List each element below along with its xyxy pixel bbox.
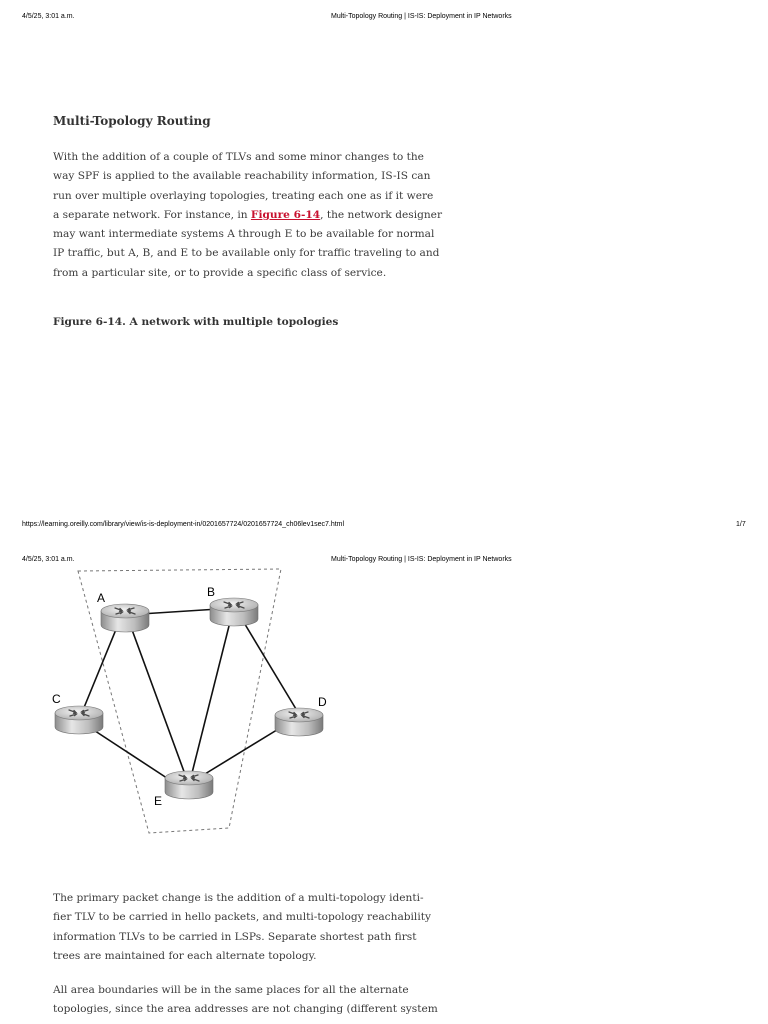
router-label-d: D bbox=[318, 695, 327, 709]
network-topology-diagram bbox=[40, 565, 340, 840]
text-line: With the addition of a couple of TLVs and some minor changes to the bbox=[53, 151, 424, 163]
router-c-icon bbox=[55, 706, 103, 734]
figure-caption: Figure 6-14. A network with multiple topologies bbox=[53, 316, 339, 328]
header-datetime: 4/5/25, 3:01 a.m. bbox=[22, 13, 75, 20]
text-line: trees are maintained for each alternate topology. bbox=[53, 949, 317, 962]
network-links bbox=[83, 608, 296, 784]
header-title: Multi-Topology Routing | IS-IS: Deployment in IP Networks bbox=[331, 556, 512, 563]
router-e-icon bbox=[165, 771, 213, 799]
text-line: IP traffic, but A, B, and E to be available only for traffic traveling to and bbox=[53, 247, 440, 260]
router-d-icon bbox=[275, 708, 323, 736]
router-label-b: B bbox=[207, 585, 216, 599]
figure-6-14-link[interactable]: Figure 6-14 bbox=[250, 208, 321, 221]
text-line: information TLVs to be carried in LSPs. Separate shortest path first bbox=[53, 930, 417, 943]
header-datetime: 4/5/25, 3:01 a.m. bbox=[22, 556, 75, 563]
text-line: All area boundaries will be in the same places for all the alternate bbox=[53, 984, 409, 996]
router-a-icon bbox=[101, 604, 149, 632]
text-line: The primary packet change is the addition of a multi-topology identi- bbox=[53, 892, 424, 904]
text-fragment: a separate network. For instance, in bbox=[53, 208, 251, 221]
router-b-icon bbox=[210, 598, 258, 626]
text-line: run over multiple overlaying topologies, treating each one as if it were bbox=[53, 189, 434, 202]
area-boundaries-paragraph bbox=[53, 981, 438, 1020]
text-line: topologies, since the area addresses are not changing (different system bbox=[53, 1003, 438, 1016]
text-line bbox=[53, 206, 443, 225]
text-line: may want intermediate systems A through E to be available for normal bbox=[53, 228, 435, 241]
header-title: Multi-Topology Routing | IS-IS: Deployment in IP Networks bbox=[331, 13, 512, 20]
router-label-c: C bbox=[52, 692, 61, 706]
intro-paragraph bbox=[53, 148, 443, 283]
packet-change-paragraph bbox=[53, 889, 431, 966]
text-line: fier TLV to be carried in hello packets, and multi-topology reachability bbox=[53, 911, 431, 924]
section-title: Multi-Topology Routing bbox=[53, 114, 211, 128]
router-label-a: A bbox=[97, 591, 106, 605]
text-line: from a particular site, or to provide a specific class of service. bbox=[53, 266, 387, 279]
text-line: way SPF is applied to the available reachability information, IS-IS can bbox=[53, 170, 431, 183]
router-label-e: E bbox=[154, 794, 163, 808]
text-fragment: , the network designer bbox=[320, 208, 443, 221]
footer-page-number: 1/7 bbox=[736, 521, 746, 528]
footer-url[interactable]: https://learning.oreilly.com/library/view/is-is-deployment-in/0201657724/0201657724_ch06lev1sec7.html bbox=[22, 521, 345, 528]
